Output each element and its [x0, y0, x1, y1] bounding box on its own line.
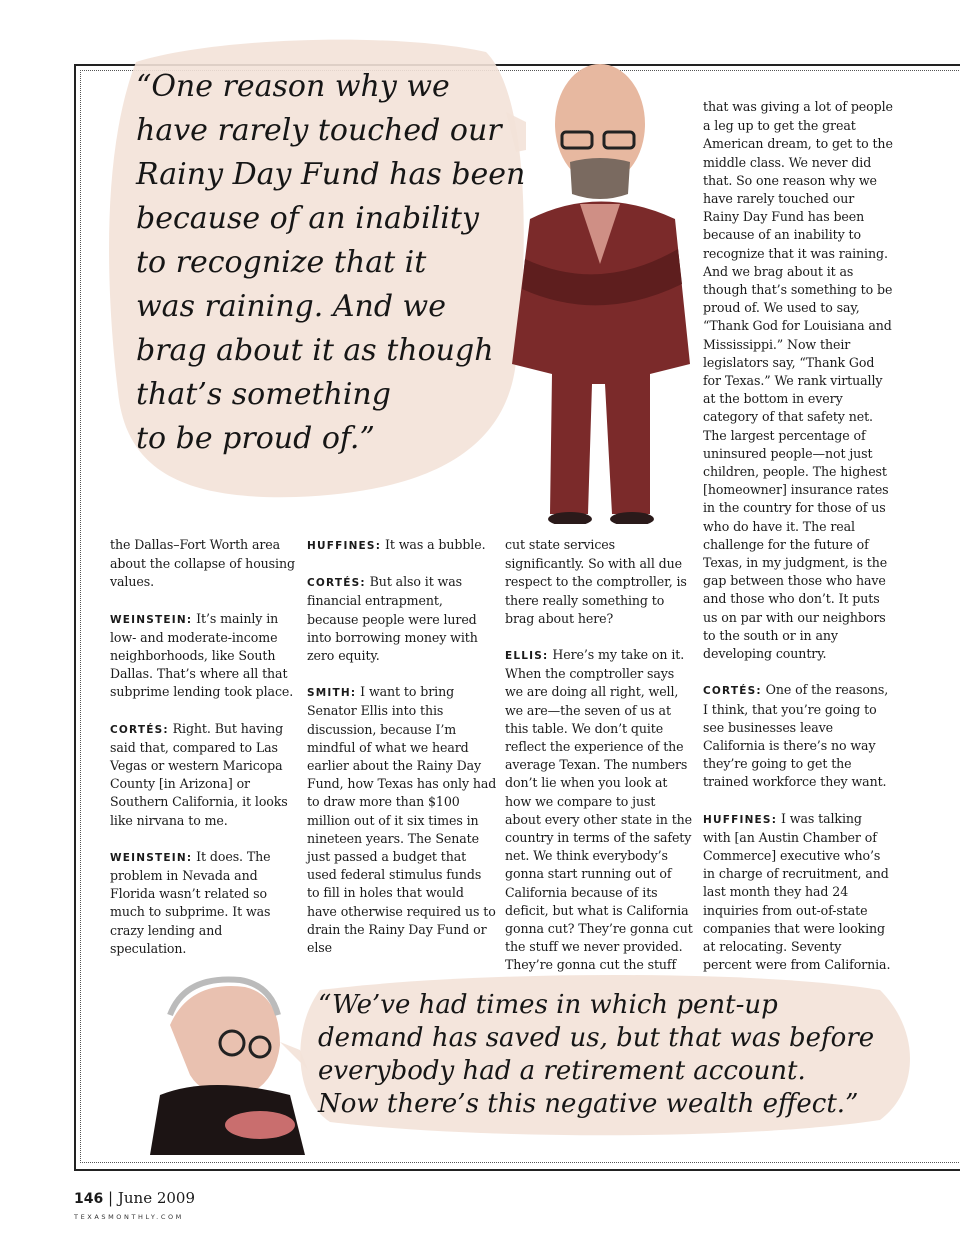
paragraph [110, 720, 300, 830]
paragraph-text: One of the reasons, I think, that you’re going to see businesses leave California is there’s no way they’re going to get the trained workforce they want. [703, 682, 889, 790]
paragraph [703, 810, 893, 975]
speaker-label: WEINSTEIN: [110, 613, 193, 626]
paragraph [307, 536, 497, 555]
paragraph-text: Right. But having said that, compared to Las Vegas or western Maricopa County [in Arizona] or Southern California, it looks like nirvana to me. [110, 720, 288, 828]
paragraph-text: But also it was financial entrapment, because people were lured into borrowing money with zero equity. [307, 574, 478, 664]
quote-line: that’s something [136, 377, 391, 412]
speaker-label: HUFFINES: [703, 813, 778, 826]
paragraph [110, 610, 300, 702]
paragraph-text: It’s mainly in low- and moderate-income neighborhoods, like South Dallas. That’s where all that subprime lending took place. [110, 610, 294, 700]
paragraph-text: that was giving a lot of people a leg up to get the great American dream, to get to the middle class. We never did that. So one reason why we have rarely touched our Rainy Day Fund has been because of an inability to recognize that it was raining. And we brag about it as though that’s something to be proud of. We used to say, “Thank God for Louisiana and Mississippi.” Now their legislators say, “Thank God for Texas.” We rank virtually at the bottom in every category of that safety net. The largest percentage of uninsured people—not just children, people. The highest [homeowner] insurance rates in the country for those of us who do have it. The real challenge for the future of Texas, in my judgment, is the gap between those who have and those who don’t. It puts us on par with our neighbors to the south or in any developing country. [703, 99, 893, 662]
paragraph-text: I want to bring Senator Ellis into this discussion, because I’m mindful of what we heard earlier about the Rainy Day Fund, how Texas has only had to draw more than $100 million out of it six times in nineteen years. The Senate just passed a budget that used federal stimulus funds to fill in holes that would have otherwise required us to drain the Rainy Day Fund or else [307, 684, 497, 956]
speaker-label: SMITH: [307, 687, 357, 700]
article-column-3 [505, 536, 695, 993]
paragraph [505, 536, 695, 628]
speaker-label: CORTÉS: [703, 685, 762, 698]
issue-date: June 2009 [117, 1189, 196, 1207]
paragraph-text: It does. The problem in Nevada and Florida wasn’t related so much to subprime. It was crazy lending and speculation. [110, 848, 271, 956]
paragraph [703, 681, 893, 791]
pull-quote-top [136, 69, 526, 468]
website-credit: TEXASMONTHLY.COM [74, 1213, 184, 1221]
paragraph-text: Here’s my take on it. When the comptroller says we are doing all right, well, we are—the seven of us at this table. We don’t quite reflect the experience of the average Texan. The numbers don’t lie when you look at how we compare to just about every other state in the country in terms of the safety net. We think everybody’s gonna start running out of California because of its deficit, but what is California gonna cut? They’re gonna cut the stuff we never provided. They’re gonna cut the stuff [505, 647, 693, 973]
page-footer [74, 1189, 195, 1207]
paragraph [703, 98, 893, 663]
quote-line: because of an inability [136, 201, 479, 236]
quote-line: Now there’s this negative wealth effect.” [318, 1089, 859, 1119]
quote-line: to recognize that it [136, 245, 427, 280]
paragraph [110, 848, 300, 958]
speaker-label: CORTÉS: [307, 577, 366, 590]
illustration-standing-man [500, 44, 700, 524]
speaker-label: WEINSTEIN: [110, 851, 193, 864]
article-column-4 [703, 98, 893, 992]
quote-line: to be proud of.” [136, 421, 375, 456]
paragraph-text: the Dallas–Fort Worth area about the collapse of housing values. [110, 537, 295, 590]
quote-line: “We’ve had times in which pent-up [318, 990, 778, 1020]
speaker-label: HUFFINES: [307, 540, 382, 552]
quote-line: demand has saved us, but that was before [318, 1023, 875, 1053]
paragraph [307, 573, 497, 665]
paragraph-text: cut state services significantly. So with all due respect to the comptroller, is there really something to brag about here? [505, 537, 687, 626]
quote-line: everybody had a retirement account. [318, 1056, 806, 1086]
article-column-1 [110, 536, 300, 976]
paragraph [505, 646, 695, 975]
page-number: 146 [74, 1191, 104, 1207]
quote-line: brag about it as though [136, 333, 494, 368]
paragraph-text: I was talking with [an Austin Chamber of Commerce] executive who’s in charge of recruitment, and last month they had 24 inquiries from out-of-state companies that were looking at relocating. Seventy percent were from California. [703, 810, 891, 973]
speaker-label: CORTÉS: [110, 723, 169, 736]
quote-line: have rarely touched our [136, 113, 502, 148]
paragraph [307, 683, 497, 957]
quote-line: was raining. And we [136, 289, 446, 324]
footer-separator: | [108, 1189, 114, 1207]
quote-line: Rainy Day Fund has been [136, 157, 526, 192]
paragraph-text: It was a bubble. [381, 537, 486, 552]
paragraph [110, 536, 300, 592]
quote-line: “One reason why we [136, 69, 450, 104]
pull-quote-bottom [318, 992, 908, 1124]
speaker-label: ELLIS: [505, 650, 549, 663]
article-column-2 [307, 536, 497, 975]
